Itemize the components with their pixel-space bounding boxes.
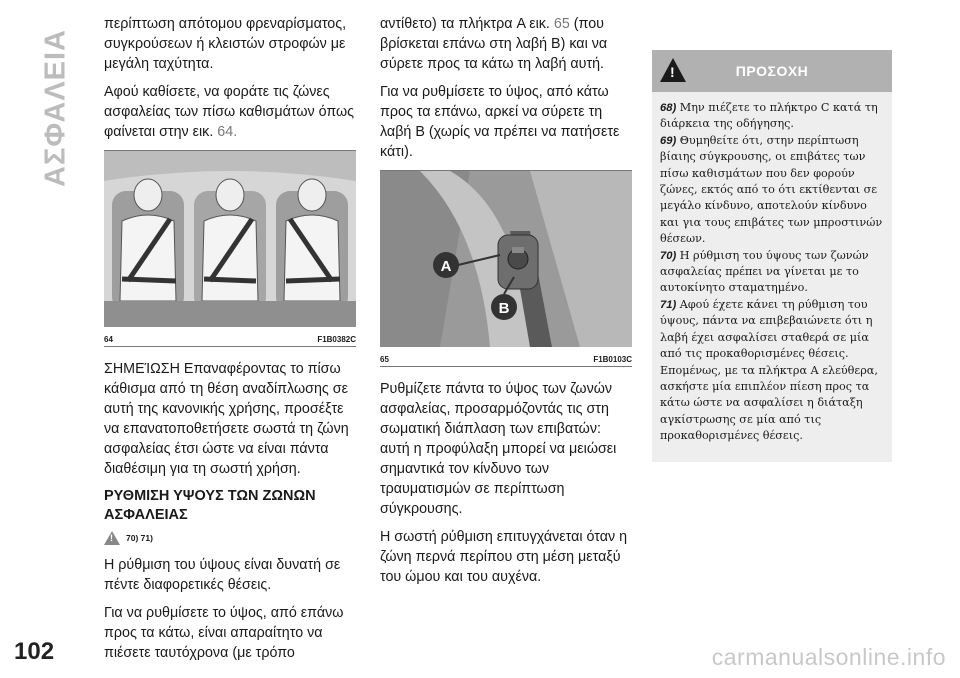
figure-number: 65 bbox=[380, 355, 389, 364]
paragraph: Αφού καθίσετε, να φοράτε τις ζώνες ασφαλείας των πίσω καθισμάτων όπως φαίνεται στην εικ. 64. bbox=[104, 84, 355, 140]
caution-item-71: 71) Αφού έχετε κάνει τη ρύθμιση του ύψους, πάντα να επιβεβαιώνετε ότι η λαβή έχει ασφαλίσει σταθερά σε μία από τις προκαθορισμένες θέσεις. Επομένως, με τα πλήκτρα A ελεύθερα, ασκήστε μία επιπλέον πίεση προς τα κάτω ώστε να ασφαλίσει η διάταξη αγκίστρωσης σε μία από τις προκαθορισμένες θέσεις. bbox=[660, 297, 878, 443]
figure-ref: 64. bbox=[217, 124, 238, 140]
figure-65 bbox=[380, 170, 632, 367]
paragraph: Για να ρυθμίσετε το ύψος, από κάτω προς τα επάνω, αρκεί να σύρετε τη λαβή B (χωρίς να πρέπει να πατήσετε κάτι). bbox=[380, 84, 620, 160]
column-middle bbox=[380, 14, 632, 595]
warning-icon bbox=[660, 58, 686, 82]
watermark: carmanualsonline.info bbox=[711, 644, 946, 670]
caution-header bbox=[652, 50, 892, 92]
paragraph: Η ρύθμιση του ύψους είναι δυνατή σε πέντε διαφορετικές θέσεις. bbox=[104, 557, 341, 593]
belt-height-adjuster-illustration bbox=[380, 171, 632, 347]
section-heading: ΡΥΘΜΙΣΗ ΥΨΟΥΣ ΤΩΝ ΖΩΝΩΝ ΑΣΦΑΛΕΙΑΣ bbox=[104, 488, 316, 523]
figure-ref: 65 bbox=[553, 16, 570, 32]
warning-refs: ! 70) 71) bbox=[104, 531, 356, 545]
column-left bbox=[104, 14, 356, 671]
caution-title: ΠΡΟΣΟΧΗ bbox=[735, 63, 809, 79]
note-paragraph: ΣΗΜΕΊΩΣΗ Επαναφέροντας το πίσω κάθισμα από τη θέση αναδίπλωσης σε αυτή της κανονικής χρήσης, προσέξτε να επανατοποθετήσετε σωστά τη ζώνη ασφαλείας έτσι ώστε να είναι πάντα διαθέσιμη για τη σωστή χρήση. bbox=[104, 361, 349, 477]
caution-box bbox=[652, 50, 892, 462]
page-number: 102 bbox=[14, 638, 55, 665]
label-a: A bbox=[440, 258, 452, 275]
warning-icon bbox=[104, 531, 120, 545]
figure-code: F1B0382C bbox=[317, 335, 356, 344]
figure-64 bbox=[104, 150, 356, 347]
caution-item-69: 69) Θυμηθείτε ότι, στην περίπτωση βίαιης σύγκρουσης, οι επιβάτες των πίσω καθισμάτων που δεν φορούν ζώνες, εκτός από το ότι εκτίθενται σε μεγάλο κίνδυνο, αποτελούν κίνδυνο και για τους επιβάτες των μπροστινών θέσεων. bbox=[660, 133, 883, 246]
figure-code: F1B0103C bbox=[593, 355, 632, 364]
section-title: ΑΣΦΑΛΕΙΑ bbox=[39, 29, 72, 187]
caution-item-70: 70) Η ρύθμιση του ύψους των ζωνών ασφαλείας πρέπει να γίνεται με το αυτοκίνητο σταματημένο. bbox=[660, 248, 869, 295]
caution-item-68: 68) Μην πιέζετε το πλήκτρο C κατά τη διάρκεια της οδήγησης. bbox=[660, 101, 878, 131]
paragraph: Για να ρυθμίσετε το ύψος, από επάνω προς τα κάτω, είναι απαραίτητο να πιέσετε ταυτόχρονα (με τρόπο bbox=[104, 605, 344, 661]
rear-seats-illustration bbox=[104, 151, 356, 327]
paragraph: Η σωστή ρύθμιση επιτυγχάνεται όταν η ζώνη περνά περίπου στη μέση μεταξύ του ώμου και του αυχένα. bbox=[380, 529, 628, 585]
figure-number: 64 bbox=[104, 335, 113, 344]
paragraph: Ρυθμίζετε πάντα το ύψος των ζωνών ασφαλείας, προσαρμόζοντάς τις στη σωματική διάπλαση των επιβατών: αυτή η προφύλαξη μπορεί να μειώσει σημαντικά τον κίνδυνο των τραυματισμών σε περίπτωση σύγκρουσης. bbox=[380, 381, 617, 517]
label-b: B bbox=[498, 300, 510, 317]
paragraph: περίπτωση απότομου φρεναρίσματος, συγκρούσεων ή κλειστών στροφών με μεγάλη ταχύτητα. bbox=[104, 16, 347, 72]
paragraph: αντίθετο) τα πλήκτρα A εικ. 65 (που βρίσκεται επάνω στη λαβή B) και να σύρετε προς τα κάτω τη λαβή αυτή. bbox=[380, 16, 608, 72]
